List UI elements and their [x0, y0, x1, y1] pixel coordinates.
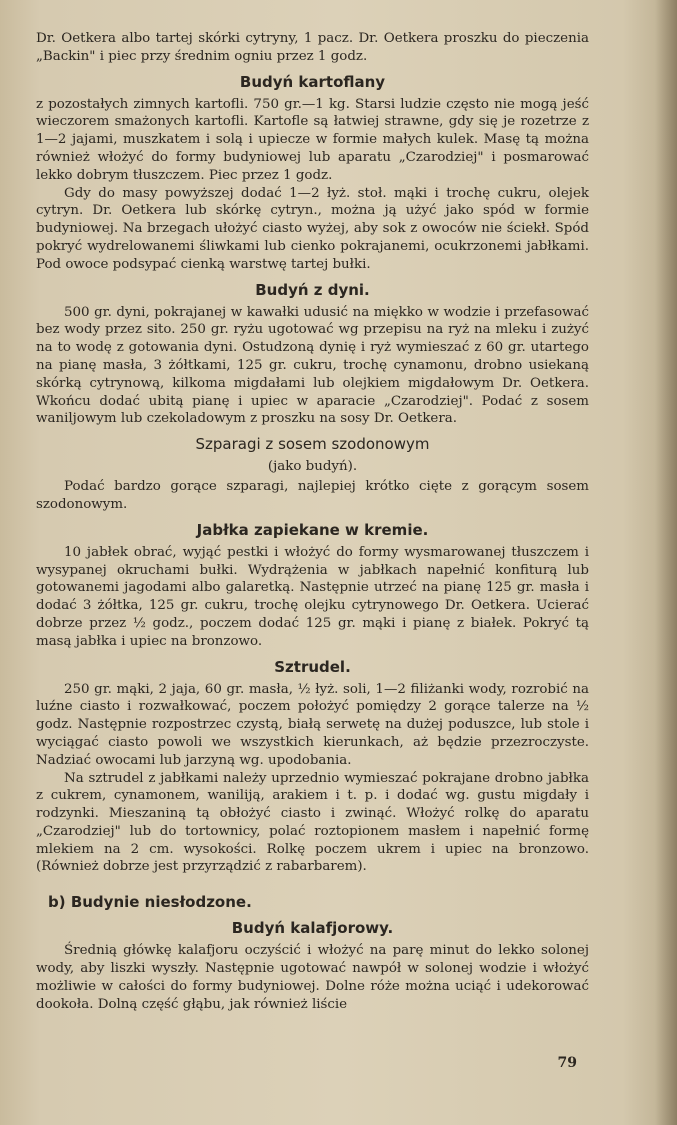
paragraph: 250 gr. mąki, 2 jaja, 60 gr. masła, ½ łyż. soli, 1—2 filiżanki wody, rozrobić na luźne ciasto i rozwałkować, poczem położyć pomiędzy 2 gorące talerze na ½ godz. Następnie rozpostrzec czystą, białą serwetę na dużej poduszce, lub stole i wyciągać ciasto powoli we wszystkich kierunkach, aż będzie przezroczyste. Nadziać owocami lub jarzyną wg. upodobania.	[36, 681, 589, 768]
paragraph: Podać bardzo gorące szparagi, najlepiej krótko cięte z gorącym sosem szodonowym.	[36, 479, 589, 512]
section-subtitle: (jako budyń).	[267, 459, 358, 475]
paragraph: Gdy do masy powyższej dodać 1—2 łyż. stoł. mąki i trochę cukru, olejek cytryn. Dr. Oetkera lub skórkę cytryn., można ją użyć jako spód w formie budyniowej. Na brzegach ułożyć ciasto wyżej, aby sok z owoców nie ściekł. Spód pokryć wydrelowanemi śliwkami lub cienko pokrajanemi, ocukrzonemi jabłkami. Pod owoce podsypać cienką warstwę tartej bułki.	[36, 185, 589, 272]
paragraph: z pozostałych zimnych kartofli. 750 gr.—1 kg. Starsi ludzie często nie mogą jeść wieczorem smażonych kartofli. Kartofle są łatwiej strawne, gdy się je rozetrze z 1—2 jajami, muszkatem i solą i upiecze w formie małych kulek. Masę tą można również włożyć do formy budyniowej lub aparatu „Czarodziej" i posmarować lekko dobrym tłuszczem. Piec przez 1 godz.	[36, 96, 589, 183]
page-number: 79	[557, 1055, 577, 1071]
section-title-jablka: Jabłka zapiekane w kremie.	[196, 520, 429, 539]
section-title-kartoflany: Budyń kartoflany	[239, 72, 386, 91]
intro-text: Dr. Oetkera albo tartej skórki cytryny, 1 pacz. Dr. Oetkera proszku do pieczenia „Backin" i piec przy średnim ogniu przez 1 godz.	[36, 31, 589, 64]
paragraph: Na sztrudel z jabłkami należy uprzednio wymieszać pokrajane drobno jabłka z cukrem, cynamonem, waniliją, arakiem i t. p. i dodać wg. gustu migdały i rodzynki. Mieszaniną tą obłożyć ciasto i zwinąć. Włożyć rolkę do aparatu „Czarodziej" lub do tortownicy, polać roztopionem masłem i napełnić formę mlekiem na 2 cm. wysokości. Rolkę poczem ukrem i upiec na bronzowo. (Również dobrze jest przyrządzić z rabarbarem).	[36, 770, 589, 875]
paragraph: 10 jabłek obrać, wyjąć pestki i włożyć do formy wysmarowanej tłuszczem i wysypanej okruchami bułki. Wydrążenia w jabłkach napełnić konfiturą lub gotowanemi jagodami albo galaretką. Następnie utrzeć na pianę 125 gr. masła i dodać 3 żółtka, 125 gr. cukru, trochę olejku cytrynowego Dr. Oetkera. Ucierać dobrze przez ½ godz., poczem dodać 125 gr. mąki i pianę z białek. Pokryć tą masą jabłka i upiec na bronzowo.	[36, 544, 589, 649]
section-title-sztrudel: Sztrudel.	[274, 657, 351, 676]
section-title-szparagi: Szparagi z sosem szodonowym	[195, 435, 430, 454]
paragraph: 500 gr. dyni, pokrajanej w kawałki udusić na miękko w wodzie i przefasować bez wody przez sito. 250 gr. ryżu ugotować wg przepisu na ryż na mleku i zużyć na to wodę z gotowania dyni. Ostudzoną dynię i ryż wymieszać z 60 gr. utartego na pianę masła, 3 żółtkami, 125 gr. cukru, trochę cynamonu, drobno usiekaną skórką cytrynową, kilkoma migdałami lub olejkiem migdałowym Dr. Oetkera. Wkońcu dodać ubitą pianę i upiec w aparacie „Czarodziej". Podać z sosem waniljowym lub czekoladowym z proszku na sosy Dr. Oetkera.	[36, 304, 589, 427]
paragraph: Średnią główkę kalafjoru oczyścić i włożyć na parę minut do lekko solonej wody, aby liszki wyszły. Następnie ugotować nawpół w solonej wodzie i włożyć możliwie w całości do formy budyniowej. Dolne róże można uciąć i udekorować dookoła. Dolną część głąbu, jak również liście	[36, 943, 589, 1012]
section-title-kalafjorowy: Budyń kalafjorowy.	[231, 919, 394, 938]
part-heading: b) Budynie niesłodzone.	[48, 893, 252, 912]
section-title-dynia: Budyń z dyni.	[255, 280, 370, 299]
